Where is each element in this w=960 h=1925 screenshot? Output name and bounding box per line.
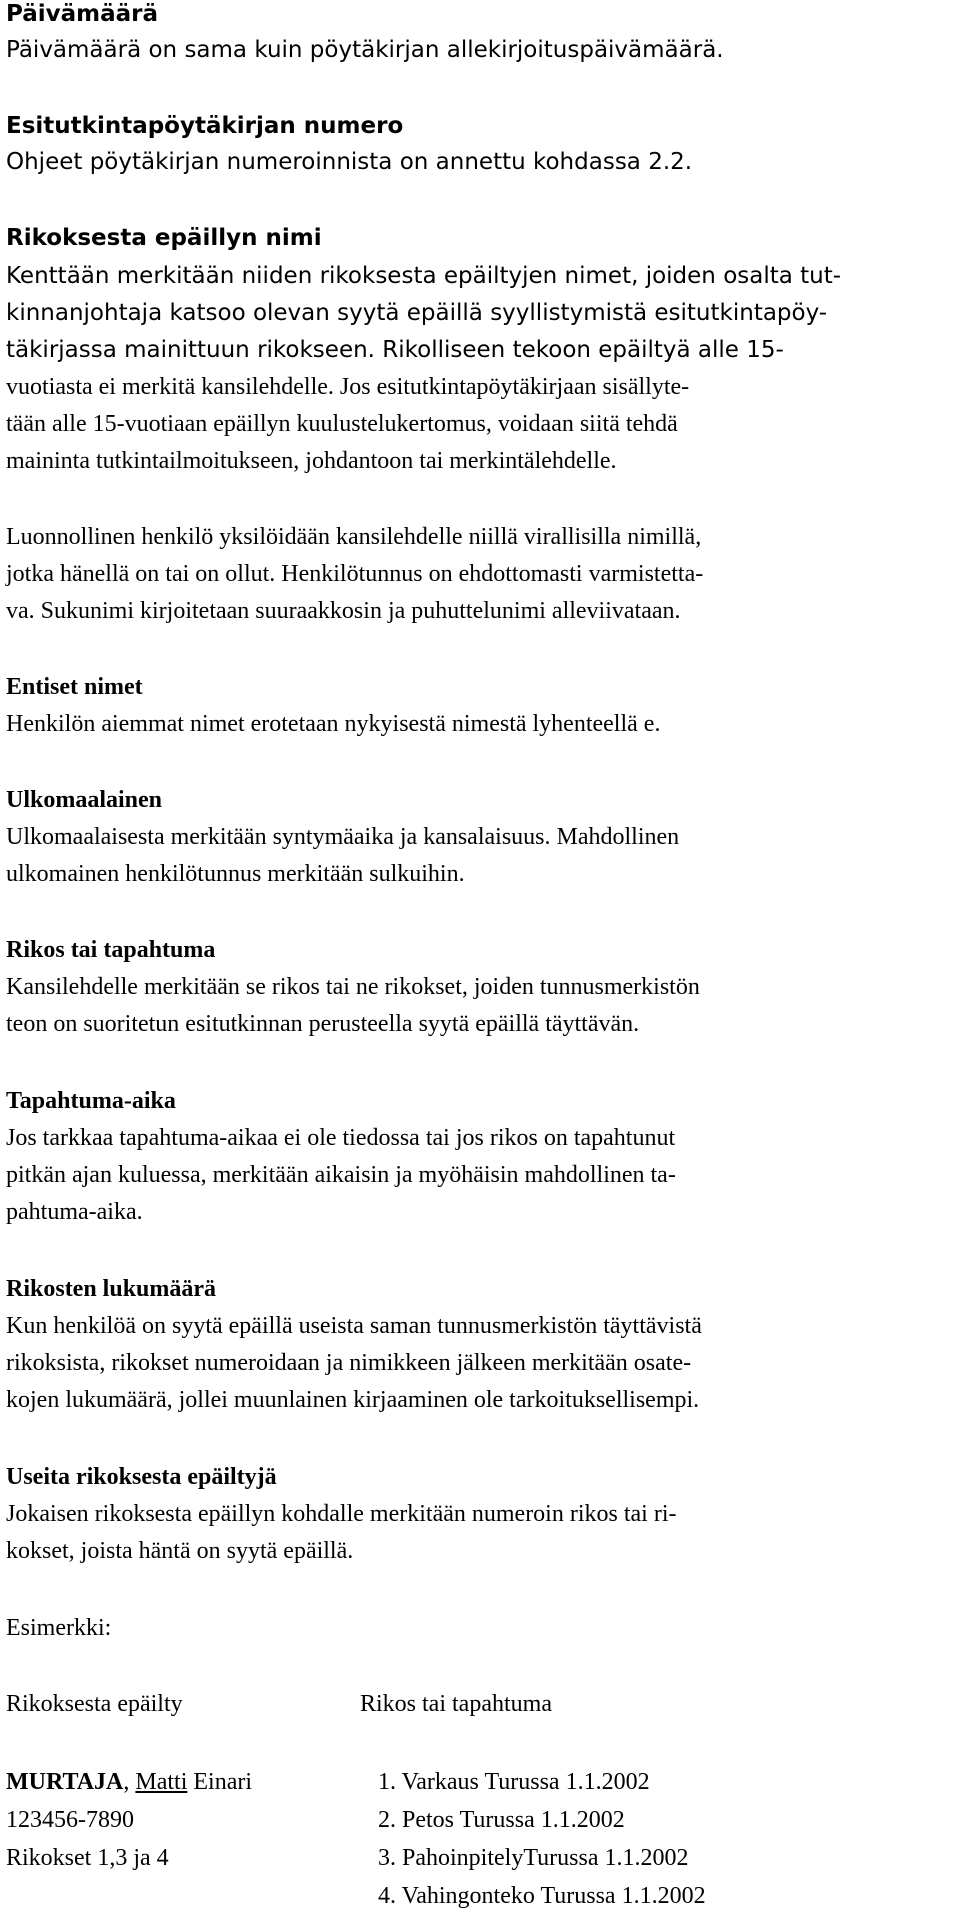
- section-line: vuotiasta ei merkitä kansilehdelle. Jos esitutkintapöytäkirjaan sisällyte-: [6, 374, 690, 400]
- section-line: kinnanjohtaja katsoo olevan syytä epäillä syyllistymistä esitutkintapöy-: [6, 300, 828, 326]
- section-line: Ulkomaalaisesta merkitään syntymäaika ja kansalaisuus. Mahdollinen: [6, 824, 680, 850]
- section-line: teon on suoritetun esitutkinnan perusteella syytä epäillä täyttävän.: [6, 1011, 640, 1037]
- section-text-date: Päivämäärä on sama kuin pöytäkirjan allekirjoituspäivämäärä.: [6, 37, 724, 63]
- section-line: Jokaisen rikoksesta epäillyn kohdalle merkitään numeroin rikos tai ri-: [6, 1501, 677, 1527]
- offence-item: 2. Petos Turussa 1.1.2002: [378, 1807, 625, 1833]
- section-line: pahtuma-aika.: [6, 1199, 143, 1225]
- example-label: Esimerkki:: [6, 1615, 112, 1641]
- suspect-offences-ref: Rikokset 1,3 ja 4: [6, 1845, 169, 1871]
- section-line: Jos tarkkaa tapahtuma-aikaa ei ole tiedossa tai jos rikos on tapahtunut: [6, 1125, 676, 1151]
- section-line: Luonnollinen henkilö yksilöidään kansilehdelle niillä virallisilla nimillä,: [6, 524, 702, 550]
- section-heading-offence-count: Rikosten lukumäärä: [6, 1276, 217, 1302]
- section-line: maininta tutkintailmoitukseen, johdantoon tai merkintälehdelle.: [6, 448, 617, 474]
- section-line: ulkomainen henkilötunnus merkitään sulkuihin.: [6, 861, 465, 887]
- section-heading-offence: Rikos tai tapahtuma: [6, 937, 216, 963]
- section-line: Kansilehdelle merkitään se rikos tai ne rikokset, joiden tunnusmerkistön: [6, 974, 700, 1000]
- section-heading-former-names: Entiset nimet: [6, 674, 143, 700]
- example-col1-header: Rikoksesta epäilty: [6, 1691, 183, 1717]
- section-line: Kun henkilöä on syytä epäillä useista saman tunnusmerkistön täyttävistä: [6, 1313, 702, 1339]
- section-line: tään alle 15-vuotiaan epäillyn kuulustelukertomus, voidaan siitä tehdä: [6, 411, 678, 437]
- example-col2-header: Rikos tai tapahtuma: [360, 1691, 552, 1717]
- section-line: jotka hänellä on tai on ollut. Henkilötunnus on ehdottomasti varmistetta-: [6, 561, 704, 587]
- section-heading-date: Päivämäärä: [6, 1, 159, 27]
- suspect-id-number: 123456-7890: [6, 1807, 134, 1833]
- section-line: kojen lukumäärä, jollei muunlainen kirjaaminen ole tarkoituksellisempi.: [6, 1387, 700, 1413]
- section-line: kokset, joista häntä on syytä epäillä.: [6, 1538, 354, 1564]
- name-separator: ,: [123, 1769, 130, 1795]
- section-line: pitkän ajan kuluessa, merkitään aikaisin ja myöhäisin mahdollinen ta-: [6, 1162, 676, 1188]
- section-heading-event-time: Tapahtuma-aika: [6, 1088, 176, 1114]
- offence-item: 4. Vahingonteko Turussa 1.1.2002: [378, 1883, 706, 1909]
- suspect-other-name: Einari: [193, 1769, 253, 1795]
- suspect-first-name: Matti: [135, 1769, 188, 1795]
- suspect-name-line: [6, 1768, 252, 1796]
- section-heading-record-number: Esitutkintapöytäkirjan numero: [6, 113, 404, 139]
- section-heading-multiple-suspects: Useita rikoksesta epäiltyjä: [6, 1464, 277, 1490]
- section-heading-foreigner: Ulkomaalainen: [6, 787, 163, 813]
- section-line: Kenttään merkitään niiden rikoksesta epäiltyjen nimet, joiden osalta tut-: [6, 263, 842, 289]
- section-line: täkirjassa mainittuun rikokseen. Rikolliseen tekoon epäiltyä alle 15-: [6, 337, 784, 363]
- offence-item: 1. Varkaus Turussa 1.1.2002: [378, 1769, 650, 1795]
- suspect-surname: MURTAJA: [6, 1769, 124, 1795]
- section-line: va. Sukunimi kirjoitetaan suuraakkosin ja puhuttelunimi alleviivataan.: [6, 598, 681, 624]
- section-text-record-number: Ohjeet pöytäkirjan numeroinnista on annettu kohdassa 2.2.: [6, 149, 693, 175]
- section-line: Henkilön aiemmat nimet erotetaan nykyisestä nimestä lyhenteellä e.: [6, 711, 661, 737]
- section-line: rikoksista, rikokset numeroidaan ja nimikkeen jälkeen merkitään osate-: [6, 1350, 692, 1376]
- section-heading-suspect-name: Rikoksesta epäillyn nimi: [6, 225, 322, 251]
- offence-item: 3. PahoinpitelyTurussa 1.1.2002: [378, 1845, 689, 1871]
